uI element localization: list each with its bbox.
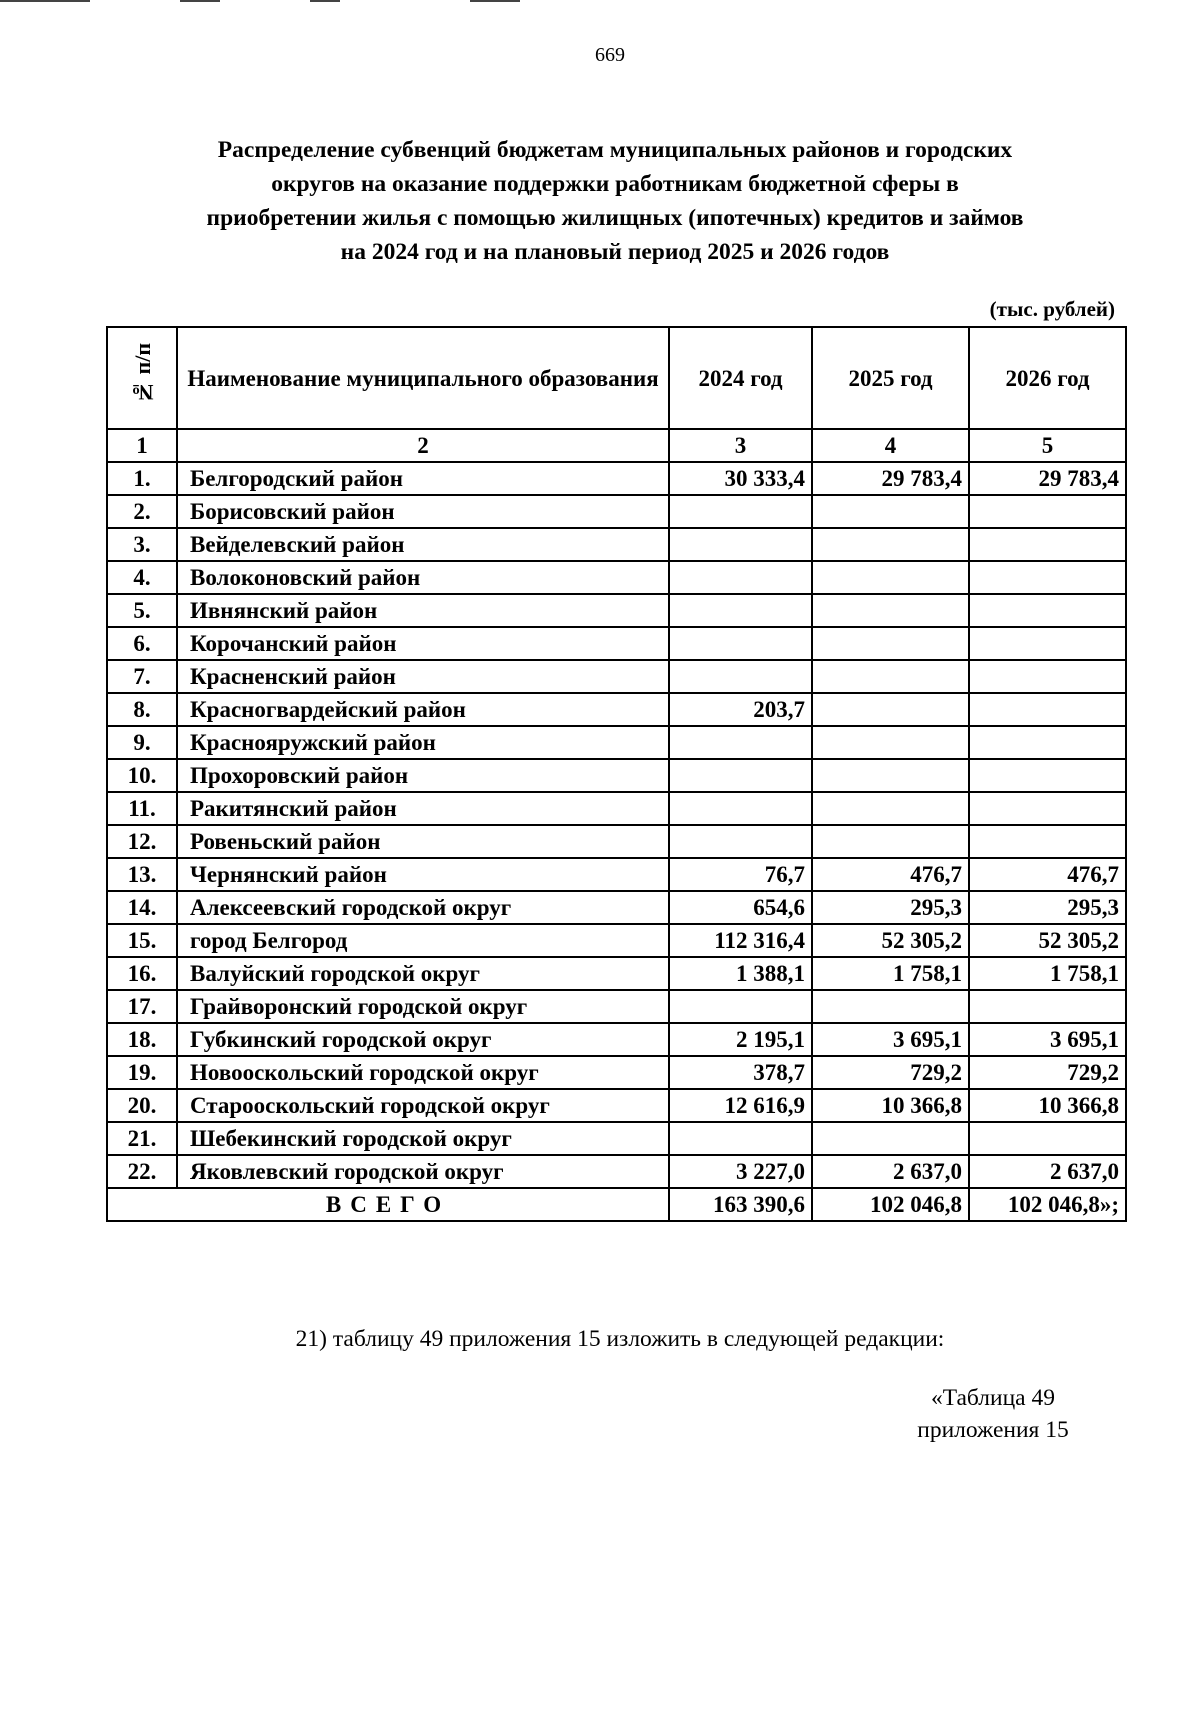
row-number: 20. — [107, 1089, 177, 1122]
row-value-2024: 30 333,4 — [669, 462, 812, 495]
row-value-2025 — [812, 825, 969, 858]
row-value-2024 — [669, 726, 812, 759]
row-value-2025 — [812, 561, 969, 594]
total-2025: 102 046,8 — [812, 1188, 969, 1221]
table-body — [107, 462, 1126, 1188]
row-value-2025 — [812, 627, 969, 660]
row-value-2024 — [669, 594, 812, 627]
row-name: Грайворонский городской округ — [177, 990, 669, 1023]
row-value-2026: 1 758,1 — [969, 957, 1126, 990]
row-name: Ровеньский район — [177, 825, 669, 858]
row-value-2026 — [969, 660, 1126, 693]
row-name: Красногвардейский район — [177, 693, 669, 726]
row-number: 14. — [107, 891, 177, 924]
row-value-2025: 52 305,2 — [812, 924, 969, 957]
row-name: Ракитянский район — [177, 792, 669, 825]
row-value-2026 — [969, 825, 1126, 858]
table-row — [107, 1089, 1126, 1122]
row-value-2026: 729,2 — [969, 1056, 1126, 1089]
row-value-2026 — [969, 990, 1126, 1023]
row-name: Губкинский городской округ — [177, 1023, 669, 1056]
row-value-2026: 2 637,0 — [969, 1155, 1126, 1188]
row-value-2026 — [969, 726, 1126, 759]
table-row — [107, 1155, 1126, 1188]
header-name: Наименование муниципального образования — [177, 327, 669, 429]
header-2024: 2024 год — [669, 327, 812, 429]
table-row — [107, 825, 1126, 858]
scan-artifact-line — [470, 0, 520, 2]
row-name: Краснояружский район — [177, 726, 669, 759]
row-name: Яковлевский городской округ — [177, 1155, 669, 1188]
instruction-text: 21) таблицу 49 приложения 15 изложить в следующей редакции: — [295, 1326, 945, 1352]
table-row — [107, 792, 1126, 825]
total-2024: 163 390,6 — [669, 1188, 812, 1221]
row-value-2025: 295,3 — [812, 891, 969, 924]
total-label: ВСЕГО — [107, 1188, 669, 1221]
row-value-2026: 3 695,1 — [969, 1023, 1126, 1056]
row-value-2025 — [812, 792, 969, 825]
row-value-2025 — [812, 726, 969, 759]
table-row — [107, 990, 1126, 1023]
row-value-2025 — [812, 660, 969, 693]
row-value-2024 — [669, 528, 812, 561]
table-row — [107, 594, 1126, 627]
row-value-2026: 29 783,4 — [969, 462, 1126, 495]
title-line: Распределение субвенций бюджетам муниципальных районов и городских — [217, 137, 1013, 163]
total-row — [107, 1188, 1126, 1221]
table-row — [107, 858, 1126, 891]
row-value-2024 — [669, 1122, 812, 1155]
row-value-2024 — [669, 660, 812, 693]
row-value-2024: 203,7 — [669, 693, 812, 726]
table-row — [107, 528, 1126, 561]
table-row — [107, 924, 1126, 957]
row-name: город Белгород — [177, 924, 669, 957]
row-number: 18. — [107, 1023, 177, 1056]
row-value-2026 — [969, 627, 1126, 660]
row-name: Корочанский район — [177, 627, 669, 660]
table-ref-line: приложения 15 — [917, 1417, 1069, 1443]
row-value-2024 — [669, 990, 812, 1023]
row-name: Старооскольский городской округ — [177, 1089, 669, 1122]
row-value-2024: 12 616,9 — [669, 1089, 812, 1122]
table-row — [107, 1122, 1126, 1155]
row-value-2026: 52 305,2 — [969, 924, 1126, 957]
row-value-2024: 1 388,1 — [669, 957, 812, 990]
row-name: Валуйский городской округ — [177, 957, 669, 990]
row-value-2025 — [812, 693, 969, 726]
row-value-2024 — [669, 825, 812, 858]
header-2025: 2025 год — [812, 327, 969, 429]
row-value-2025 — [812, 594, 969, 627]
column-number: 2 — [177, 429, 669, 462]
document-title — [115, 133, 1115, 269]
row-value-2024 — [669, 561, 812, 594]
row-value-2025: 2 637,0 — [812, 1155, 969, 1188]
table-row — [107, 561, 1126, 594]
row-number: 8. — [107, 693, 177, 726]
row-value-2025: 729,2 — [812, 1056, 969, 1089]
row-value-2025 — [812, 990, 969, 1023]
header-num: № п/п — [107, 327, 177, 429]
row-number: 7. — [107, 660, 177, 693]
table-row — [107, 627, 1126, 660]
page-number: 669 — [595, 44, 625, 66]
scan-artifact-line — [310, 0, 340, 2]
row-value-2024: 76,7 — [669, 858, 812, 891]
row-value-2024 — [669, 627, 812, 660]
row-name: Красненский район — [177, 660, 669, 693]
row-value-2024: 3 227,0 — [669, 1155, 812, 1188]
row-name: Вейделевский район — [177, 528, 669, 561]
row-number: 19. — [107, 1056, 177, 1089]
row-number: 1. — [107, 462, 177, 495]
row-value-2026 — [969, 495, 1126, 528]
row-number: 9. — [107, 726, 177, 759]
row-number: 12. — [107, 825, 177, 858]
column-number: 3 — [669, 429, 812, 462]
row-number: 22. — [107, 1155, 177, 1188]
row-name: Новооскольский городской округ — [177, 1056, 669, 1089]
row-value-2026: 10 366,8 — [969, 1089, 1126, 1122]
row-value-2024 — [669, 495, 812, 528]
row-value-2025 — [812, 528, 969, 561]
row-number: 4. — [107, 561, 177, 594]
title-line: приобретении жилья с помощью жилищных (ипотечных) кредитов и займов — [206, 205, 1024, 231]
row-name: Борисовский район — [177, 495, 669, 528]
table-row — [107, 759, 1126, 792]
table-row — [107, 726, 1126, 759]
row-value-2026 — [969, 1122, 1126, 1155]
row-name: Прохоровский район — [177, 759, 669, 792]
column-number: 1 — [107, 429, 177, 462]
table-row — [107, 660, 1126, 693]
row-value-2026: 295,3 — [969, 891, 1126, 924]
row-value-2025: 1 758,1 — [812, 957, 969, 990]
row-number: 2. — [107, 495, 177, 528]
row-number: 6. — [107, 627, 177, 660]
row-value-2025 — [812, 1122, 969, 1155]
row-value-2026 — [969, 528, 1126, 561]
column-number: 5 — [969, 429, 1126, 462]
table-ref-line: «Таблица 49 — [930, 1385, 1055, 1411]
header-2026: 2026 год — [969, 327, 1126, 429]
row-name: Чернянский район — [177, 858, 669, 891]
row-value-2026 — [969, 561, 1126, 594]
row-number: 10. — [107, 759, 177, 792]
table-row — [107, 462, 1126, 495]
table-row — [107, 1056, 1126, 1089]
scan-artifact-line — [180, 0, 220, 2]
row-value-2025: 29 783,4 — [812, 462, 969, 495]
row-number: 21. — [107, 1122, 177, 1155]
table-row — [107, 495, 1126, 528]
row-number: 5. — [107, 594, 177, 627]
row-name: Ивнянский район — [177, 594, 669, 627]
title-line: на 2024 год и на плановый период 2025 и 2026 годов — [340, 239, 890, 265]
row-value-2024: 654,6 — [669, 891, 812, 924]
row-number: 13. — [107, 858, 177, 891]
row-value-2025 — [812, 495, 969, 528]
row-number: 17. — [107, 990, 177, 1023]
table-row — [107, 1023, 1126, 1056]
table-header-row — [107, 327, 1126, 429]
row-name: Белгородский район — [177, 462, 669, 495]
row-value-2026 — [969, 759, 1126, 792]
row-value-2026 — [969, 693, 1126, 726]
row-value-2026 — [969, 594, 1126, 627]
row-value-2025 — [812, 759, 969, 792]
table-row — [107, 693, 1126, 726]
table-row — [107, 891, 1126, 924]
table-reference — [893, 1382, 1093, 1446]
row-name: Волоконовский район — [177, 561, 669, 594]
row-name: Шебекинский городской округ — [177, 1122, 669, 1155]
row-value-2024 — [669, 792, 812, 825]
row-number: 16. — [107, 957, 177, 990]
row-value-2024 — [669, 759, 812, 792]
table-row — [107, 957, 1126, 990]
scan-artifact-line — [0, 0, 90, 2]
column-number: 4 — [812, 429, 969, 462]
row-number: 15. — [107, 924, 177, 957]
row-value-2026: 476,7 — [969, 858, 1126, 891]
row-name: Алексеевский городской округ — [177, 891, 669, 924]
column-numbers-row — [107, 429, 1126, 462]
row-value-2024: 378,7 — [669, 1056, 812, 1089]
row-value-2026 — [969, 792, 1126, 825]
units-label: (тыс. рублей) — [989, 297, 1115, 321]
row-value-2024: 112 316,4 — [669, 924, 812, 957]
row-value-2025: 10 366,8 — [812, 1089, 969, 1122]
row-value-2025: 476,7 — [812, 858, 969, 891]
row-number: 3. — [107, 528, 177, 561]
row-number: 11. — [107, 792, 177, 825]
row-value-2025: 3 695,1 — [812, 1023, 969, 1056]
subvention-table — [106, 326, 1127, 1222]
row-value-2024: 2 195,1 — [669, 1023, 812, 1056]
total-2026: 102 046,8»; — [969, 1188, 1126, 1221]
title-line: округов на оказание поддержки работникам бюджетной сферы в — [271, 171, 959, 197]
